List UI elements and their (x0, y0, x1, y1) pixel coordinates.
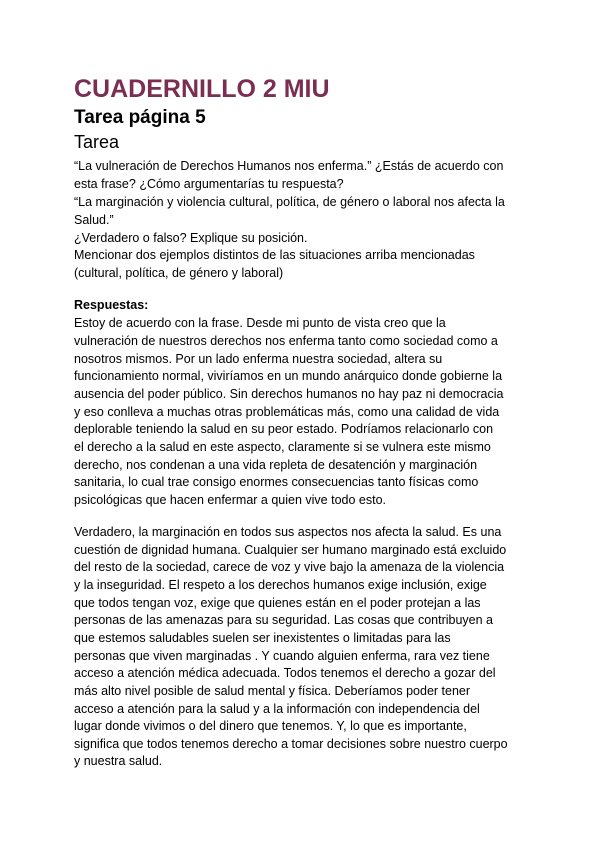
answer2-line: lugar donde vivimos o del dinero que tenemos. Y, lo que es importante, (74, 719, 467, 733)
answer2-line: del resto de la sociedad, carece de voz y vive bajo la amenaza de la violencia (74, 560, 505, 574)
section-heading-tarea: Tarea (74, 132, 120, 152)
document-title: CUADERNILLO 2 MIU (74, 75, 330, 103)
answer1-line: Estoy de acuerdo con la frase. Desde mi punto de vista creo que la (74, 316, 446, 330)
answer2-line: significa que todos tenemos derecho a tomar decisiones sobre nuestro cuerpo (74, 737, 508, 751)
answer2-line: que todos tengan voz, exige que quienes están en el poder protejan a las (74, 596, 481, 610)
answer2-line: que estemos saludables suelen ser inexistentes o limitadas para las (74, 631, 451, 645)
answer2-line: personas que viven marginadas . Y cuando alguien enferma, rara vez tiene (74, 649, 490, 663)
prompt-line: (cultural, política, de género y laboral) (74, 266, 284, 280)
answer1-line: psicológicas que hacen enfermar a quien vive todo esto. (74, 493, 386, 507)
prompt-line: “La marginación y violencia cultural, política, de género o laboral nos afecta la (74, 195, 505, 209)
answer2-line: Verdadero, la marginación en todos sus aspectos nos afecta la salud. Es una (74, 525, 502, 539)
prompt-line: Salud.” (74, 213, 114, 227)
prompt-line: ¿Verdadero o falso? Explique su posición. (74, 231, 308, 245)
answer1-line: el derecho a la salud en este aspecto, claramente si se vulnera este mismo (74, 440, 491, 454)
answers-heading: Respuestas: (74, 298, 149, 312)
answer1-line: derecho, nos condenan a una vida repleta de desatención y marginación (74, 458, 478, 472)
answer2-line: y nuestra salud. (74, 754, 163, 768)
prompt-line: “La vulneración de Derechos Humanos nos enferma.” ¿Estás de acuerdo con (74, 159, 504, 173)
answer2-line: acceso a atención para la salud y a la información con independencia del (74, 702, 480, 716)
answer1-line: y eso conlleva a muchas otras problemáticas más, como una calidad de vida (74, 405, 500, 419)
answer1-line: funcionamiento normal, viviríamos en un mundo anárquico donde gobierne la (74, 369, 503, 383)
answer1-line: nosotros mismos. Por un lado enferma nuestra sociedad, altera su (74, 352, 443, 366)
answer2-line: más alto nivel posible de salud mental y física. Deberíamos poder tener (74, 684, 471, 698)
answer1-line: ausencia del poder público. Sin derechos humanos no hay paz ni democracia (74, 387, 504, 401)
answer1-line: deplorable teniendo la salud en su peor estado. Podríamos relacionarlo con (74, 422, 494, 436)
answer1-line: vulneración de nuestros derechos nos enferma tanto como sociedad como a (74, 334, 498, 348)
document-subtitle: Tarea página 5 (74, 107, 206, 128)
answer2-line: cuestión de dignidad humana. Cualquier ser humano marginado está excluido (74, 543, 507, 557)
answer1-line: sanitaria, lo cual trae consigo enormes consecuencias tanto físicas como (74, 475, 479, 489)
answer2-line: acceso a atención médica adecuada. Todos tenemos el derecho a gozar del (74, 666, 496, 680)
answer2-line: y la inseguridad. El respeto a los derechos humanos exige inclusión, exige (74, 578, 487, 592)
prompt-line: esta frase? ¿Cómo argumentarías tu respuesta? (74, 177, 344, 191)
answer2-line: personas de las amenazas para su seguridad. Las cosas que contribuyen a (74, 613, 494, 627)
prompt-line: Mencionar dos ejemplos distintos de las situaciones arriba mencionadas (74, 248, 475, 262)
